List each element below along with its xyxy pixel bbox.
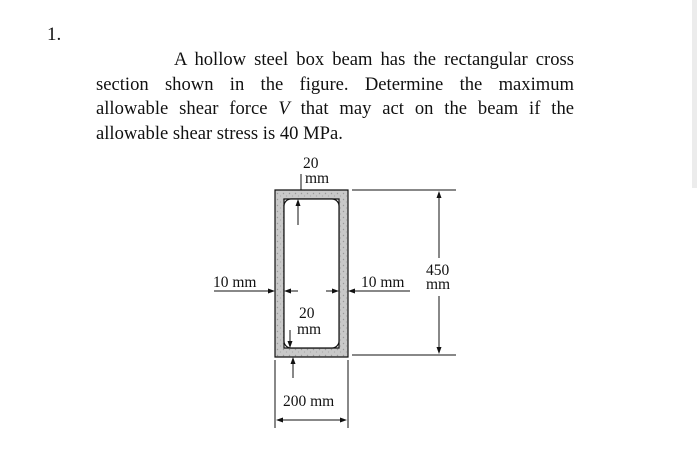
right-web-arrowhead (348, 289, 355, 294)
height-arrowhead-top (437, 191, 442, 198)
top-flange-label-unit: mm (305, 170, 330, 187)
statement-line-3: allowable shear force V that may act on the beam if the (96, 98, 575, 119)
width-arrowhead-left (276, 418, 283, 423)
width-arrowhead-right (340, 418, 347, 423)
problem-number: 1. (47, 24, 62, 45)
height-label-unit: mm (426, 276, 451, 293)
top-flange-label-num: 20 (303, 155, 319, 172)
right-web-label: 10 mm (361, 274, 405, 291)
statement-line-4: allowable shear stress is 40 MPa. (96, 122, 343, 144)
height-label-num: 450 (426, 262, 450, 279)
statement-line-2: section shown in the figure. Determine the maximum (96, 73, 574, 95)
left-web-label: 10 mm (213, 274, 257, 291)
bottom-flange-label-num: 20 (299, 305, 315, 322)
height-arrowhead-bottom (437, 347, 442, 354)
left-web-arrowhead (268, 289, 275, 294)
bottom-flange-arrowhead-bottom (291, 357, 296, 364)
bottom-flange-label-unit: mm (297, 321, 322, 338)
width-label: 200 mm (283, 393, 335, 410)
statement-line-1: A hollow steel box beam has the rectangular cross (174, 49, 574, 70)
shear-force-symbol: V (278, 98, 290, 119)
